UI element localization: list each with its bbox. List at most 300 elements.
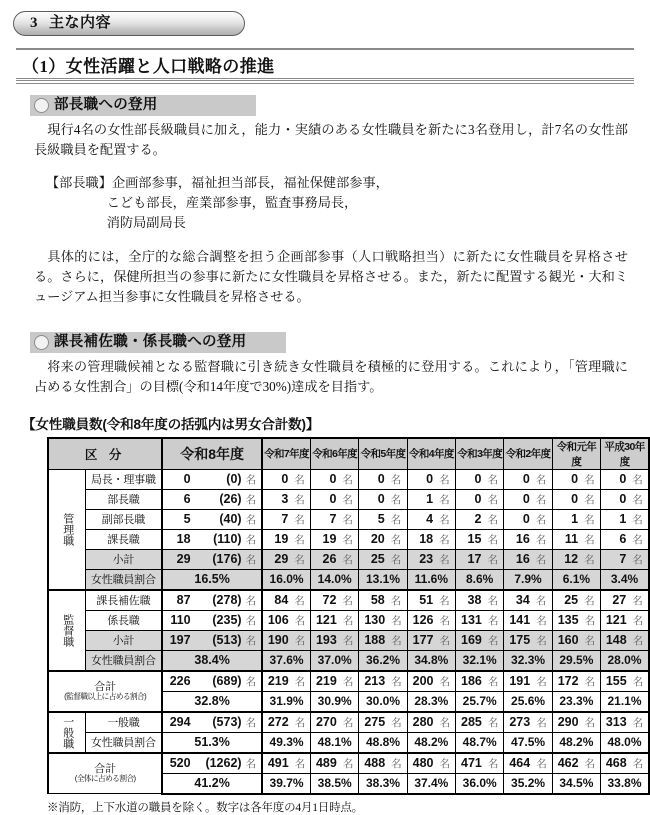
cell-year-count <box>262 469 310 489</box>
unit-label: 名 <box>342 533 353 546</box>
current-count-value <box>163 472 261 487</box>
count-number: 18 <box>419 531 434 546</box>
count-number: 175 <box>509 632 531 647</box>
year-count-value <box>553 472 600 487</box>
percent-value: 16.0% <box>269 572 304 587</box>
year-count-value <box>263 613 310 628</box>
unit-label: 名 <box>294 513 305 526</box>
job-list-line-1 <box>46 193 650 213</box>
percent-value: 28.0% <box>607 653 642 668</box>
year-count-value <box>408 593 455 608</box>
year-count-value <box>263 492 310 507</box>
count-number: 197 <box>169 632 191 647</box>
table-header-row <box>48 438 649 470</box>
header-year-2: 令和5年度 <box>359 438 407 470</box>
year-count-value <box>601 512 648 527</box>
current-count-value <box>163 715 261 730</box>
cell-year-count <box>310 630 358 650</box>
job-list-line-2 <box>46 213 650 233</box>
heading-title: （1）女性活躍と人口戦略の推進 <box>22 57 275 76</box>
cell-year-count <box>359 630 407 650</box>
percent-value: 3.4% <box>610 572 639 587</box>
unit-label: 名 <box>342 614 354 627</box>
year-count-value <box>263 552 310 567</box>
percent-value: 14.0% <box>317 572 352 587</box>
cell-year-count <box>601 509 649 529</box>
cell-current-percent <box>162 650 262 671</box>
table-row <box>48 732 649 753</box>
cell-year-count <box>601 753 649 774</box>
cell-year-count <box>601 489 649 509</box>
count-paren: (176) <box>212 551 242 566</box>
cell-row-label: 係長職 <box>85 610 162 630</box>
cell-year-count <box>407 610 455 630</box>
cell-year-count <box>504 509 552 529</box>
cell-year-percent <box>359 732 407 753</box>
percent-value: 11.6% <box>414 572 449 587</box>
year-count-value <box>408 552 455 567</box>
unit-label: 名 <box>536 634 547 647</box>
cell-year-count <box>552 489 600 509</box>
count-number: 0 <box>183 471 191 486</box>
percent-value: 49.3% <box>269 735 304 750</box>
cell-current-count <box>162 489 262 509</box>
cell-year-percent <box>310 691 358 712</box>
percent-value: 47.5% <box>511 735 546 750</box>
year-count-value <box>359 674 406 689</box>
year-count-value <box>408 492 455 507</box>
cell-year-percent <box>552 773 600 794</box>
cell-current-count <box>162 753 262 774</box>
section-title: 主な内容 <box>49 15 112 31</box>
cell-current-count <box>162 671 262 692</box>
count-number: 172 <box>557 673 579 688</box>
unit-label: 名 <box>439 513 450 526</box>
percent-value: 48.0% <box>607 735 642 750</box>
cell-year-count <box>456 529 504 549</box>
unit-label: 名 <box>342 594 353 607</box>
current-count-value <box>163 674 261 689</box>
year-count-value <box>601 472 648 487</box>
count-number: 29 <box>274 551 289 566</box>
count-number: 6 <box>183 491 191 506</box>
count-number: 462 <box>557 755 579 770</box>
count-number: 193 <box>315 632 337 647</box>
percent-value: 28.3% <box>414 694 449 709</box>
paragraph-bucho: 現行4名の女性部長級職員に加え，能力・実績のある女性職員を新たに3名登用し，計7名の女性部長級職員を配置する。 <box>34 122 628 158</box>
cell-year-count <box>552 509 600 529</box>
year-count-value <box>601 532 648 547</box>
count-number: 16 <box>515 531 530 546</box>
count-number: 464 <box>509 755 531 770</box>
unit-label: 名 <box>632 594 643 607</box>
cell-year-count <box>310 712 358 733</box>
unit-label: 名 <box>342 757 354 770</box>
cell-year-count <box>552 671 600 692</box>
count-number: 280 <box>412 714 434 729</box>
cell-year-percent <box>504 569 552 590</box>
year-count-value <box>311 593 358 608</box>
count-number: 25 <box>370 551 385 566</box>
unit-label: 名 <box>294 614 306 627</box>
cell-year-count <box>504 469 552 489</box>
count-number: 72 <box>322 592 337 607</box>
unit-label: 名 <box>294 634 306 647</box>
year-count-value <box>553 492 600 507</box>
count-number: 0 <box>522 471 530 486</box>
unit-label: 名 <box>439 493 450 506</box>
year-count-value <box>359 633 406 648</box>
year-count-value <box>263 512 310 527</box>
header-year-3: 令和4年度 <box>407 438 455 470</box>
year-count-value <box>359 512 406 527</box>
year-count-value <box>456 532 503 547</box>
cell-year-count <box>456 590 504 611</box>
year-count-value <box>504 512 551 527</box>
cell-current-count <box>162 509 262 529</box>
count-number: 188 <box>364 632 386 647</box>
unit-label: 名 <box>536 614 547 627</box>
subheading-label: 部長職への登用 <box>54 97 158 113</box>
count-number: 19 <box>274 531 289 546</box>
count-number: 4 <box>426 511 434 526</box>
section-pill <box>13 11 245 36</box>
year-count-value <box>601 552 648 567</box>
unit-label: 名 <box>245 634 257 647</box>
year-count-value <box>263 715 310 730</box>
percent-value: 39.7% <box>269 776 304 791</box>
percent-value: 29.5% <box>559 653 594 668</box>
count-number: 471 <box>461 755 482 770</box>
count-number: 0 <box>571 491 579 506</box>
subsection-heading <box>16 48 634 84</box>
unit-label: 名 <box>245 513 257 526</box>
job-list-text-1: こども部長，産業部参事，監査事務局長， <box>106 194 358 210</box>
unit-label: 名 <box>294 493 305 506</box>
unit-label: 名 <box>390 594 402 607</box>
count-number: 121 <box>605 612 627 627</box>
count-number: 26 <box>322 551 337 566</box>
year-count-value <box>504 756 551 771</box>
cell-year-count <box>310 509 358 529</box>
cell-year-count <box>456 753 504 774</box>
year-count-value <box>408 613 455 628</box>
cell-year-count <box>456 549 504 569</box>
count-number: 1 <box>619 511 627 526</box>
cell-year-percent <box>310 773 358 794</box>
paragraph-detail: 具体的には，全庁的な総合調整を担う企画部参事（人口戦略担当）に新たに女性職員を昇格させる。さらに，保健所担当の参事に新たに女性職員を昇格させる。また，新たに配置する観光・大和ミュージアム担当参事に女性職員を昇格させる。 <box>34 248 628 304</box>
cell-current-count <box>162 469 262 489</box>
unit-label: 名 <box>390 493 402 506</box>
job-list <box>46 173 650 232</box>
count-number: 34 <box>515 592 530 607</box>
unit-label: 名 <box>245 757 257 770</box>
year-count-value <box>263 593 310 608</box>
cell-year-percent <box>310 569 358 590</box>
count-number: 0 <box>571 471 579 486</box>
cell-year-count <box>310 489 358 509</box>
unit-label: 名 <box>245 675 257 688</box>
unit-label: 名 <box>294 594 305 607</box>
unit-label: 名 <box>535 513 547 526</box>
unit-label: 名 <box>245 473 257 486</box>
count-number: 11 <box>564 531 579 546</box>
cell-year-percent <box>407 691 455 712</box>
cell-year-percent <box>310 650 358 671</box>
count-number: 177 <box>412 632 434 647</box>
unit-label: 名 <box>536 757 547 770</box>
percent-value: 34.8% <box>414 653 449 668</box>
year-count-value <box>408 633 455 648</box>
year-count-value <box>456 593 503 608</box>
count-number: 38 <box>467 592 482 607</box>
unit-label: 名 <box>487 513 498 526</box>
row-label-sub: (監督職以上に占める割合) <box>64 691 147 701</box>
cell-year-count <box>407 469 455 489</box>
cell-year-count <box>359 489 407 509</box>
count-number: 290 <box>557 714 579 729</box>
cell-year-count <box>456 610 504 630</box>
count-number: 15 <box>467 531 482 546</box>
unit-label: 名 <box>439 533 450 546</box>
unit-label: 名 <box>391 716 402 729</box>
count-paren: (26) <box>219 491 242 506</box>
table-row <box>48 610 649 630</box>
cell-year-percent <box>407 732 455 753</box>
table-row <box>48 590 649 611</box>
section-number: 3 <box>30 15 38 31</box>
unit-label: 名 <box>487 634 499 647</box>
cell-year-count <box>310 610 358 630</box>
unit-label: 名 <box>487 716 499 729</box>
count-paren: (40) <box>219 511 242 526</box>
header-kubun: 区 分 <box>48 438 162 470</box>
unit-label: 名 <box>584 594 595 607</box>
cell-year-percent <box>552 732 600 753</box>
count-number: 489 <box>315 755 337 770</box>
cell-year-count <box>310 590 358 611</box>
cell-year-count <box>359 469 407 489</box>
year-count-value <box>553 613 600 628</box>
cell-year-count <box>310 469 358 489</box>
header-year-6: 令和元年度 <box>552 438 600 470</box>
cell-year-count <box>359 712 407 733</box>
year-count-value <box>311 472 358 487</box>
cell-year-percent <box>359 650 407 671</box>
cell-row-label <box>48 671 162 712</box>
cell-year-count <box>262 549 310 569</box>
cell-year-percent <box>262 773 310 794</box>
cell-year-count <box>359 590 407 611</box>
cell-row-label: 部長職 <box>85 489 162 509</box>
cell-row-label: 一般職 <box>85 712 162 733</box>
cell-year-count <box>456 712 504 733</box>
unit-label: 名 <box>632 493 643 506</box>
percent-value: 30.0% <box>365 694 401 709</box>
unit-label: 名 <box>391 634 402 647</box>
unit-label: 名 <box>439 473 450 486</box>
table-footnote: ※消防，上下水道の職員を除く。数字は各年度の4月1日時点。 <box>47 801 363 814</box>
count-number: 7 <box>619 551 627 566</box>
cell-year-count <box>262 489 310 509</box>
group-label-text: 一般職 <box>61 715 74 749</box>
count-number: 0 <box>329 471 337 486</box>
year-count-value <box>456 472 503 487</box>
count-paren: (235) <box>212 612 242 627</box>
year-count-value <box>311 715 358 730</box>
cell-year-count <box>601 630 649 650</box>
current-count-value <box>163 756 261 771</box>
cell-year-count <box>456 509 504 529</box>
count-number: 226 <box>169 673 191 688</box>
bullet-circle-icon <box>34 98 49 113</box>
year-count-value <box>601 756 648 771</box>
unit-label: 名 <box>584 493 595 506</box>
cell-current-percent <box>162 773 262 794</box>
header-year-7: 平成30年度 <box>601 438 649 470</box>
cell-year-percent <box>504 773 552 794</box>
percent-value: 37.4% <box>414 776 449 791</box>
count-number: 5 <box>183 511 191 526</box>
subheading-kachohosa <box>30 332 286 353</box>
cell-row-label: 局長・理事職 <box>85 469 162 489</box>
cell-year-percent <box>456 773 504 794</box>
cell-year-count <box>262 712 310 733</box>
year-count-value <box>359 756 406 771</box>
header-current-year: 令和8年度 <box>162 438 262 470</box>
year-count-value <box>408 512 455 527</box>
cell-year-count <box>601 610 649 630</box>
count-number: 520 <box>169 755 191 770</box>
cell-year-count <box>407 509 455 529</box>
cell-year-count <box>310 753 358 774</box>
cell-current-percent <box>162 732 262 753</box>
year-count-value <box>553 593 600 608</box>
percent-value: 34.5% <box>559 776 594 791</box>
percent-value: 48.8% <box>365 735 401 750</box>
unit-label: 名 <box>632 675 644 688</box>
percent-value: 48.1% <box>317 735 352 750</box>
percent-value: 35.2% <box>511 776 546 791</box>
table-row-total-all-count <box>48 753 649 774</box>
cell-year-count <box>262 509 310 529</box>
count-number: 7 <box>281 511 289 526</box>
year-count-value <box>553 674 600 689</box>
percent-value: 33.8% <box>607 776 642 791</box>
cell-row-label: 小計 <box>85 630 162 650</box>
count-number: 190 <box>267 632 289 647</box>
cell-year-percent <box>262 569 310 590</box>
unit-label: 名 <box>632 513 643 526</box>
cell-year-count <box>262 610 310 630</box>
count-number: 285 <box>461 714 482 729</box>
table-caption: 【女性職員数(令和8年度の括弧内は男女合計数)】 <box>22 416 320 432</box>
cell-year-count <box>407 712 455 733</box>
unit-label: 名 <box>632 716 644 729</box>
year-count-value <box>553 532 600 547</box>
unit-label: 名 <box>584 716 596 729</box>
year-count-value <box>408 756 455 771</box>
count-number: 16 <box>515 551 530 566</box>
cell-year-percent <box>456 732 504 753</box>
cell-year-count <box>456 671 504 692</box>
count-number: 126 <box>412 612 434 627</box>
unit-label: 名 <box>487 675 499 688</box>
count-number: 270 <box>315 714 337 729</box>
year-count-value <box>553 633 600 648</box>
count-number: 155 <box>605 673 627 688</box>
cell-year-count <box>504 529 552 549</box>
unit-label: 名 <box>584 757 596 770</box>
table-row <box>48 630 649 650</box>
cell-year-count <box>262 590 310 611</box>
percent-value: 32.3% <box>511 653 546 668</box>
count-number: 7 <box>329 511 337 526</box>
count-number: 17 <box>467 551 482 566</box>
count-number: 480 <box>412 755 434 770</box>
cell-current-count <box>162 712 262 733</box>
job-list-prefix: 【部長職】 <box>46 175 112 191</box>
cell-year-count <box>262 529 310 549</box>
section-title-bar <box>0 0 650 36</box>
year-count-value <box>311 532 358 547</box>
count-number: 488 <box>364 755 386 770</box>
year-count-value <box>553 512 600 527</box>
year-count-value <box>359 715 406 730</box>
year-count-value <box>504 472 551 487</box>
unit-label: 名 <box>391 614 402 627</box>
percent-value: 30.9% <box>317 694 352 709</box>
percent-value: 32.8% <box>194 694 230 709</box>
unit-label: 名 <box>294 716 306 729</box>
year-count-value <box>359 472 406 487</box>
unit-label: 名 <box>439 716 451 729</box>
cell-year-count <box>552 549 600 569</box>
percent-value: 38.3% <box>365 776 401 791</box>
count-number: 275 <box>364 714 386 729</box>
count-number: 200 <box>412 673 434 688</box>
percent-value: 25.6% <box>511 694 546 709</box>
cell-year-count <box>310 529 358 549</box>
count-paren: (573) <box>212 714 242 729</box>
count-number: 0 <box>619 491 627 506</box>
cell-year-percent <box>552 569 600 590</box>
unit-label: 名 <box>536 716 547 729</box>
unit-label: 名 <box>487 594 498 607</box>
unit-label: 名 <box>439 553 450 566</box>
year-count-value <box>263 472 310 487</box>
count-number: 12 <box>564 551 579 566</box>
count-number: 191 <box>509 673 531 688</box>
count-number: 1 <box>571 511 579 526</box>
count-number: 3 <box>281 491 289 506</box>
cell-year-count <box>552 590 600 611</box>
heading-rule-bottom <box>16 78 634 84</box>
cell-year-percent <box>504 650 552 671</box>
unit-label: 名 <box>439 594 450 607</box>
year-count-value <box>504 633 551 648</box>
cell-year-percent <box>552 650 600 671</box>
percent-value: 23.3% <box>559 694 594 709</box>
cell-year-count <box>601 529 649 549</box>
cell-year-count <box>552 529 600 549</box>
cell-row-label: 女性職員割合 <box>85 732 162 753</box>
cell-year-count <box>601 469 649 489</box>
current-count-value <box>163 512 261 527</box>
cell-year-percent <box>359 569 407 590</box>
unit-label: 名 <box>632 614 644 627</box>
cell-year-percent <box>504 691 552 712</box>
